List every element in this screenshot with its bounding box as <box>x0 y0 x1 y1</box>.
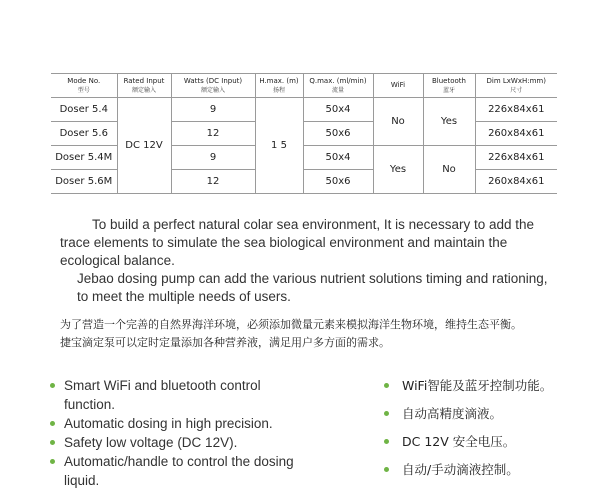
feature-text: Automatic/handle to control the dosing liquid. <box>64 454 294 488</box>
intro-paragraph-2: Jebao dosing pump can add the various nutrient solutions timing and rationing, to meet the multiple needs of users. <box>77 271 548 304</box>
header-qmax: Q.max. (ml/min) 流量 <box>303 74 373 98</box>
cell-dimensions: 260x84x61 <box>475 122 557 146</box>
feature-text: Automatic dosing in high precision. <box>64 416 273 431</box>
feature-text: WiFi智能及蓝牙控制功能。 <box>402 378 553 393</box>
intro-cn-paragraph-2: 捷宝滴定泵可以定时定量添加各种营养液，满足用户多方面的需求。 <box>60 336 390 349</box>
header-dimensions: Dim LxWxH:mm) 尺寸 <box>475 74 557 98</box>
cell-wifi: Yes <box>373 146 423 194</box>
header-watts: Watts (DC Input) 额定输入 <box>171 74 255 98</box>
cell-watts: 12 <box>171 122 255 146</box>
list-item <box>50 433 295 452</box>
list-item <box>384 432 584 460</box>
spec-table <box>51 73 557 194</box>
cell-model: Doser 5.4 <box>51 98 117 122</box>
features-chinese-list <box>384 376 584 488</box>
cell-watts: 9 <box>171 98 255 122</box>
cell-model: Doser 5.6 <box>51 122 117 146</box>
cell-watts: 12 <box>171 170 255 194</box>
header-rated-input: Rated Input 额定输入 <box>117 74 171 98</box>
intro-chinese <box>60 316 560 352</box>
cell-head: 1 5 <box>255 98 303 194</box>
list-item <box>384 404 584 432</box>
cell-wifi: No <box>373 98 423 146</box>
intro-cn-paragraph-1: 为了营造一个完善的自然界海洋环境，必须添加微量元素来模拟海洋生物环境，维持生态平衡。 <box>60 318 522 331</box>
intro-paragraph-1: To build a perfect natural colar sea environment, It is necessary to add the trace elements to simulate the sea biological environment and maintain the ecological balance. <box>60 217 534 268</box>
bullet-dot-icon <box>384 439 389 444</box>
intro-paragraph-2-wrap <box>60 270 560 306</box>
header-model: Mode No. 型号 <box>51 74 117 98</box>
cell-bluetooth: No <box>423 146 475 194</box>
bullet-dot-icon <box>384 411 389 416</box>
bullet-dot-icon <box>384 383 389 388</box>
cell-dimensions: 226x84x61 <box>475 146 557 170</box>
list-item <box>384 376 584 404</box>
bullet-dot-icon <box>50 383 55 388</box>
list-item <box>50 414 295 433</box>
cell-model: Doser 5.6M <box>51 170 117 194</box>
list-item <box>384 460 584 488</box>
header-hmax: H.max. (m) 扬程 <box>255 74 303 98</box>
cell-flow: 50x6 <box>303 122 373 146</box>
bullet-dot-icon <box>50 421 55 426</box>
features-english-list <box>50 376 295 490</box>
cell-flow: 50x4 <box>303 98 373 122</box>
cell-flow: 50x4 <box>303 146 373 170</box>
cell-bluetooth: Yes <box>423 98 475 146</box>
feature-text: DC 12V 安全电压。 <box>402 434 516 449</box>
feature-text: 自动/手动滴液控制。 <box>402 462 519 477</box>
intro-english <box>60 216 560 306</box>
cell-dimensions: 260x84x61 <box>475 170 557 194</box>
cell-dimensions: 226x84x61 <box>475 98 557 122</box>
cell-flow: 50x6 <box>303 170 373 194</box>
cell-model: Doser 5.4M <box>51 146 117 170</box>
bullet-dot-icon <box>50 459 55 464</box>
feature-text: Smart WiFi and bluetooth control function. <box>64 378 261 412</box>
feature-text: 自动高精度滴液。 <box>402 406 503 421</box>
list-item <box>50 452 295 490</box>
cell-rated-input: DC 12V <box>117 98 171 194</box>
bullet-dot-icon <box>384 467 389 472</box>
header-wifi: WiFi <box>373 74 423 98</box>
bullet-dot-icon <box>50 440 55 445</box>
header-bluetooth: Bluetooth 蓝牙 <box>423 74 475 98</box>
table-row <box>51 98 557 122</box>
table-header-row <box>51 74 557 98</box>
feature-text: Safety low voltage (DC 12V). <box>64 435 238 450</box>
cell-watts: 9 <box>171 146 255 170</box>
list-item <box>50 376 295 414</box>
